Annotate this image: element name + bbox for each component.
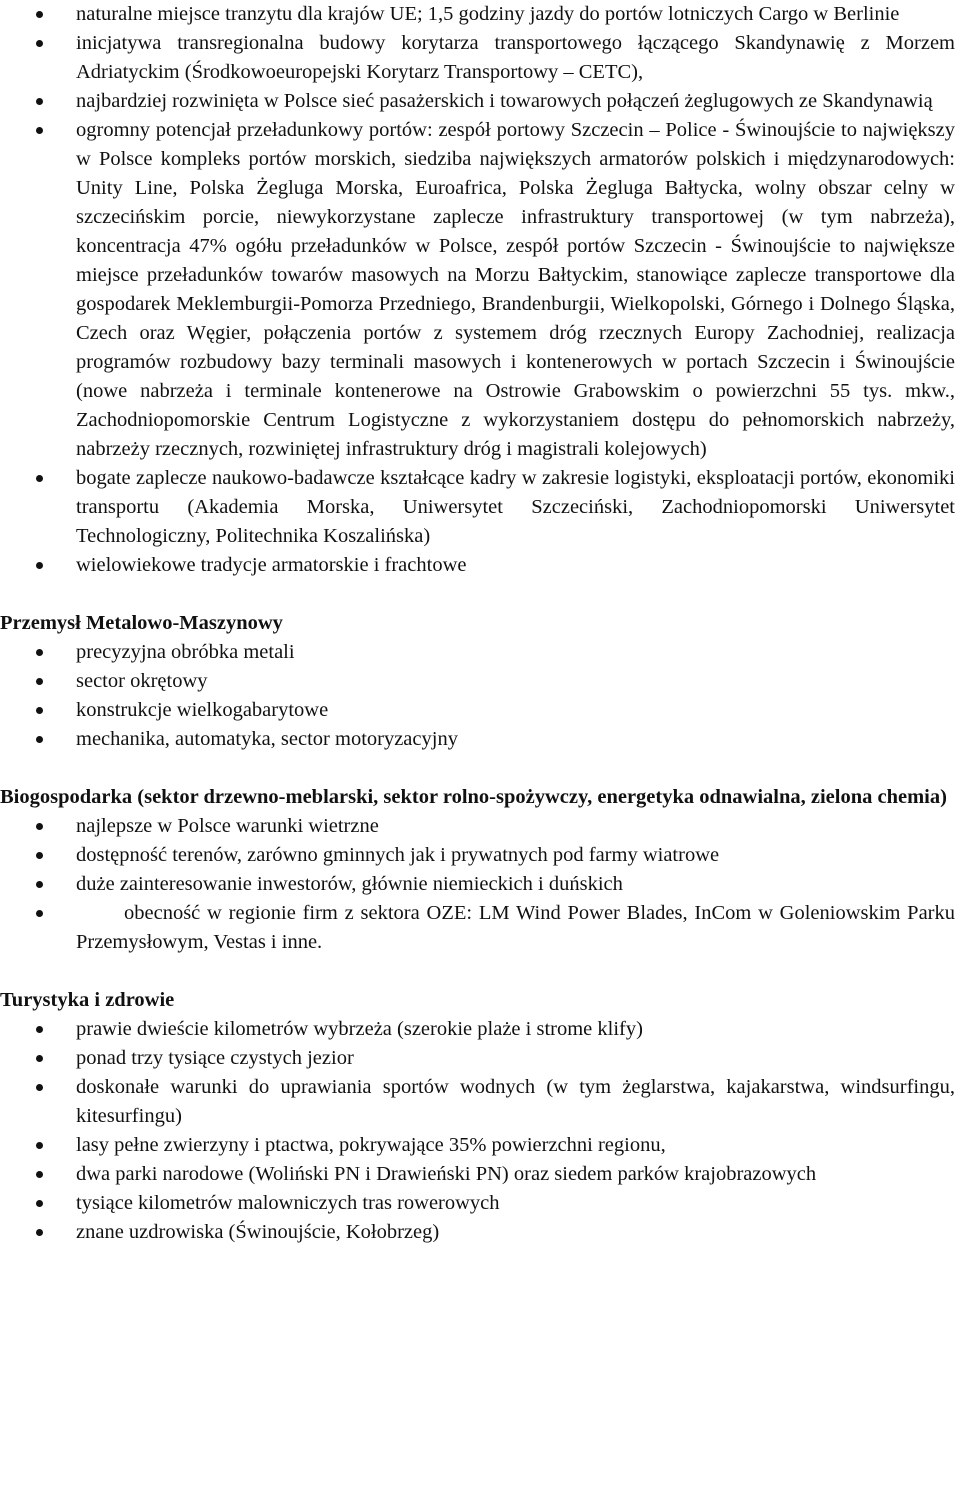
list-item-text: ponad trzy tysiące czystych jezior bbox=[76, 1047, 354, 1069]
list-item bbox=[0, 551, 955, 580]
list-item-text: dwa parki narodowe (Woliński PN i Drawieński PN) oraz siedem parków krajobrazowych bbox=[76, 1163, 817, 1185]
list-item bbox=[0, 812, 955, 841]
list-item bbox=[0, 696, 955, 725]
list-item-text: precyzyjna obróbka metali bbox=[76, 641, 295, 663]
list-item-text: inicjatywa transregionalna budowy korytarza transportowego łączącego Skandynawię z Morzem Adriatyckim (Środkowoeuropejski Korytarz Transportowy – CETC), bbox=[76, 32, 955, 83]
list-item bbox=[0, 725, 955, 754]
list-item-text: tysiące kilometrów malowniczych tras rowerowych bbox=[76, 1192, 500, 1214]
list-item bbox=[0, 0, 955, 29]
list-item bbox=[0, 1218, 955, 1247]
turystyka-list bbox=[0, 1015, 955, 1247]
list-item bbox=[0, 464, 955, 551]
list-item bbox=[0, 1073, 955, 1131]
list-item bbox=[0, 1015, 955, 1044]
list-item-text: konstrukcje wielkogabarytowe bbox=[76, 699, 329, 721]
list-item bbox=[0, 1160, 955, 1189]
list-item-text: doskonałe warunki do uprawiania sportów wodnych (w tym żeglarstwa, kajakarstwa, windsurfingu, kitesurfingu) bbox=[76, 1076, 955, 1127]
biogospodarka-list bbox=[0, 812, 955, 957]
list-item bbox=[0, 899, 955, 957]
list-item-text: znane uzdrowiska (Świnoujście, Kołobrzeg) bbox=[76, 1221, 440, 1243]
list-item bbox=[0, 29, 955, 87]
list-item bbox=[0, 870, 955, 899]
list-item-text: lasy pełne zwierzyny i ptactwa, pokrywające 35% powierzchni regionu, bbox=[76, 1134, 666, 1156]
list-item bbox=[0, 667, 955, 696]
list-item bbox=[0, 638, 955, 667]
list-item-text: duże zainteresowanie inwestorów, głównie niemieckich i duńskich bbox=[76, 873, 623, 895]
list-item bbox=[0, 1189, 955, 1218]
list-item bbox=[0, 841, 955, 870]
list-item-text: naturalne miejsce tranzytu dla krajów UE; 1,5 godziny jazdy do portów lotniczych Cargo w Berlinie bbox=[76, 3, 900, 25]
list-item-text: ogromny potencjał przeładunkowy portów: zespół portowy Szczecin – Police - Świnoujście to największy w Polsce kompleks portów morskich, siedziba największych armatorów polskich i międzynarodowych: Unity Line, Polska Żegluga Morska, Euroafrica, Polska Żegluga Bałtycka, wolny obszar celny w szczecińskim porcie, niewykorzystane zaplecze infrastruktury transportowej (w tym nabrzeża), koncentracja 47% ogółu przeładunków w Polsce, zespół portów Szczecin - Świnoujście to największe miejsce przeładunków towarów masowych na Morzu Bałtyckim, stanowiące zaplecze transportowe dla gospodarek Meklemburgii-Pomorza Przedniego, Brandenburgii, Wielkopolski, Górnego i Dolnego Śląska, Czech oraz Węgier, połączenia portów z systemem dróg rzecznych Europy Zachodniej, realizacja programów rozbudowy bazy terminali masowych i kontenerowych w portach Szczecin i Świnoujście (nowe nabrzeża i terminale kontenerowe na Ostrowie Grabowskim o powierzchni 55 tys. mkw., Zachodniopomorskie Centrum Logistyczne z wykorzystaniem dostępu do pełnomorskich nabrzeży, nabrzeży rzecznych, rozwiniętej infrastruktury dróg i magistrali kolejowych) bbox=[76, 119, 955, 460]
list-item-text: najlepsze w Polsce warunki wietrzne bbox=[76, 815, 379, 837]
list-item-text: bogate zaplecze naukowo-badawcze kształcące kadry w zakresie logistyki, eksploatacji portów, ekonomiki transportu (Akademia Morska, Uniwersytet Szczeciński, Zachodniopomorski Uniwersytet Technologiczny, Politechnika Koszalińska) bbox=[76, 467, 955, 547]
list-item-text: dostępność terenów, zarówno gminnych jak i prywatnych pod farmy wiatrowe bbox=[76, 844, 720, 866]
list-item-text: prawie dwieście kilometrów wybrzeża (szerokie plaże i strome klify) bbox=[76, 1018, 643, 1040]
list-item-text: mechanika, automatyka, sector motoryzacyjny bbox=[76, 728, 458, 750]
list-item bbox=[0, 116, 955, 464]
section-heading-przemysl: Przemysł Metalowo-Maszynowy bbox=[0, 612, 283, 634]
list-item bbox=[0, 1131, 955, 1160]
list-item-text: obecność w regionie firm z sektora OZE: LM Wind Power Blades, InCom w Goleniowskim Parku Przemysłowym, Vestas i inne. bbox=[76, 902, 955, 953]
list-item-text: najbardziej rozwinięta w Polsce sieć pasażerskich i towarowych połączeń żeglugowych ze Skandynawią bbox=[76, 90, 933, 112]
list-item-text: wielowiekowe tradycje armatorskie i frachtowe bbox=[76, 554, 467, 576]
section-heading-turystyka: Turystyka i zdrowie bbox=[0, 989, 175, 1011]
section-heading-biogospodarka: Biogospodarka (sektor drzewno-meblarski, sektor rolno-spożywczy, energetyka odnawialna, zielona chemia) bbox=[0, 786, 947, 808]
list-item bbox=[0, 1044, 955, 1073]
transport-list bbox=[0, 0, 955, 580]
list-item-text: sector okrętowy bbox=[76, 670, 208, 692]
przemysl-list bbox=[0, 638, 955, 754]
list-item bbox=[0, 87, 955, 116]
